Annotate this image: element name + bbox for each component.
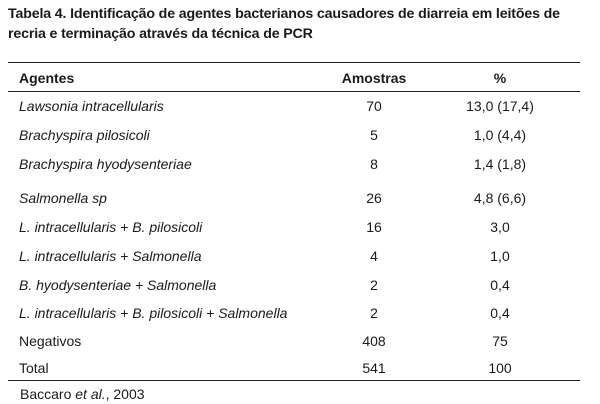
row-agent: L. intracellularis + B. pilosicoli <box>19 219 203 235</box>
table-header-row <box>0 68 600 88</box>
table-row <box>0 96 600 116</box>
source-etal: et al. <box>75 386 106 402</box>
table-header-rule <box>8 91 580 92</box>
table-row <box>0 331 600 351</box>
header-percent: % <box>493 70 507 86</box>
row-agent: Brachyspira pilosicoli <box>19 127 150 143</box>
row-agent: Salmonella sp <box>19 190 107 206</box>
row-percent: 3,0 <box>490 219 510 235</box>
row-percent: 13,0 (17,4) <box>466 98 534 114</box>
row-samples: 70 <box>366 98 382 114</box>
header-agents: Agentes <box>19 70 75 86</box>
row-agent: L. intracellularis + Salmonella <box>19 248 202 264</box>
row-percent: 1,4 (1,8) <box>473 156 527 172</box>
table-row <box>0 217 600 237</box>
header-samples: Amostras <box>341 70 407 86</box>
row-samples: 26 <box>366 190 382 206</box>
row-samples: 4 <box>370 248 378 264</box>
source-year: , 2003 <box>105 386 145 402</box>
row-percent: 75 <box>492 333 508 349</box>
row-percent: 100 <box>488 360 512 376</box>
row-agent: Lawsonia intracellularis <box>19 98 164 114</box>
row-agent: Brachyspira hyodysenteriae <box>19 156 192 172</box>
row-samples: 2 <box>370 277 378 293</box>
table-row <box>0 154 600 174</box>
row-samples: 5 <box>370 127 378 143</box>
row-agent: Negativos <box>19 333 82 349</box>
table-row <box>0 188 600 208</box>
table-caption: Tabela 4. Identificação de agentes bacterianos causadores de diarreia em leitões de recria e terminação através da técnica de PCR <box>8 6 560 42</box>
row-samples: 8 <box>370 156 378 172</box>
row-agent: B. hyodysenteriae + Salmonella <box>19 277 217 293</box>
row-percent: 0,4 <box>490 305 510 321</box>
table-bottom-rule <box>8 380 580 381</box>
row-samples: 408 <box>362 333 386 349</box>
row-samples: 541 <box>362 360 386 376</box>
table-source <box>20 384 145 404</box>
row-percent: 1,0 <box>490 248 510 264</box>
row-percent: 1,0 (4,4) <box>473 127 527 143</box>
table-row <box>0 303 600 323</box>
table-row <box>0 125 600 145</box>
table-top-rule <box>8 62 580 63</box>
row-percent: 4,8 (6,6) <box>473 190 527 206</box>
table-row-total <box>0 358 600 378</box>
row-percent: 0,4 <box>490 277 510 293</box>
table-row <box>0 246 600 266</box>
row-agent: L. intracellularis + B. pilosicoli + Salmonella <box>19 305 288 321</box>
row-samples: 16 <box>366 219 382 235</box>
row-samples: 2 <box>370 305 378 321</box>
table-row <box>0 275 600 295</box>
source-author: Baccaro <box>20 386 72 402</box>
row-agent: Total <box>19 360 49 376</box>
